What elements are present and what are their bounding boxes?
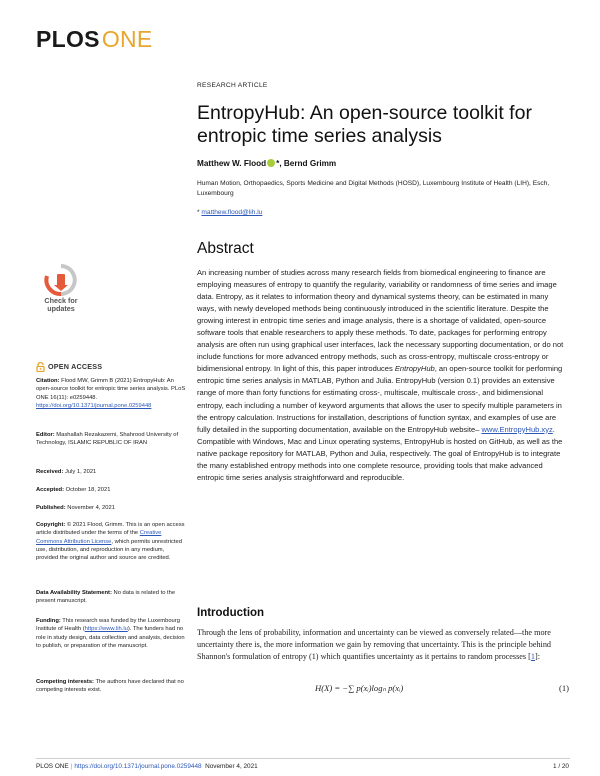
competing-interests-block: [36, 678, 186, 695]
accepted-label: Accepted:: [36, 487, 65, 493]
received-label: Received:: [36, 469, 64, 475]
open-access-badge: [36, 362, 186, 372]
citation-label: Citation:: [36, 378, 60, 384]
abstract-text-3: . Compatible with Windows, Mac and Linux operating systems, EntropyHub is hosted on GitHub, as well as the native package repository for MATLAB, Python and Julia, respectively. The goal of EntropyHub is to integrate the many established entropy methods into one complete resource, providing tools that make advanced entropic time series analysis straightforward and reproducible.: [197, 424, 563, 482]
introduction-heading: Introduction: [197, 607, 265, 619]
abstract-emphasis: EntropyHub: [394, 364, 435, 374]
corresponding-marker: *,: [276, 159, 284, 168]
article-title: EntropyHub: An open-source toolkit for entropic time series analysis: [197, 102, 532, 147]
published-label: Published:: [36, 505, 66, 511]
intro-text-1: Through the lens of probability, information and uncertainty can be viewed as conversely related—the more uncertainty there is, the more information we gain by removing that uncertainty. This is the principle behind Shannon's formulation of entropy (1) which quantifies uncertainty as it pertains to random processes [: [197, 628, 552, 662]
citation-text: Flood MW, Grimm B (2021) EntropyHub: An open-source toolkit for entropic time series analysis. PLoS ONE 16(11): e0259448.: [36, 378, 186, 401]
copyright-text-1: © 2021 Flood, Grimm. This is an open access article distributed under the terms of the: [36, 522, 185, 537]
data-availability-text: No data is related to the present manuscript.: [36, 590, 176, 605]
entropyhub-website-link[interactable]: www.EntropyHub.xyz: [481, 424, 553, 434]
received-block: [36, 468, 186, 476]
footer: PLOS ONE | https://doi.org/10.1371/journal.pone.0259448 November 4, 2021: [36, 763, 258, 770]
plos-one-logo[interactable]: [36, 26, 153, 53]
intro-text-2: ]:: [535, 652, 541, 662]
reference-link-1[interactable]: 1: [530, 652, 535, 662]
email-link[interactable]: matthew.flood@lih.lu: [201, 209, 263, 216]
abstract-text-2: , an open-source toolkit for performing entropic time series analysis in MATLAB, Python and Julia. EntropyHub (version 0.1) provides an extensive range of more than forty functions for estimating cross-, multiscale, multiscale cross-, and bidimensional entropy, each including a number of keyword arguments that allows the user to specify multiple parameters in the entropy calculation. Instructions for installation, descriptions of function syntax, and examples of use are fully detailed in the supporting documentation, available on the EntropyHub website–: [197, 364, 563, 434]
introduction-body: [197, 627, 569, 663]
data-availability-label: Data Availability Statement:: [36, 590, 112, 596]
lih-link[interactable]: https://www.lih.lu: [84, 626, 128, 633]
editor-block: [36, 431, 186, 448]
orcid-icon[interactable]: [267, 159, 275, 167]
funding-text-1: This research was funded by the Luxembourg Institute of Health (: [36, 618, 180, 633]
equation-number: (1): [558, 683, 569, 693]
funding-block: [36, 617, 186, 650]
logo-plos: PLOS: [36, 26, 100, 52]
competing-interests-text: The authors have declared that no competing interests exist.: [36, 679, 184, 694]
funding-text-2: ). The funders had no role in study design, data collection and analysis, decision to publish, or preparation of the manuscript.: [36, 626, 185, 649]
page-number: 1 / 20: [553, 763, 569, 770]
check-label-line2: updates: [47, 304, 75, 313]
cc-license-link[interactable]: Creative Commons Attribution License: [36, 530, 162, 545]
footer-doi-link[interactable]: https://doi.org/10.1371/journal.pone.0259448: [74, 763, 202, 770]
citation-doi-link[interactable]: https://doi.org/10.1371/journal.pone.0259448: [36, 402, 152, 409]
accepted-date: October 18, 2021: [64, 487, 111, 493]
author-flood[interactable]: Matthew W. Flood: [197, 159, 267, 168]
footer-journal: PLOS ONE: [36, 763, 69, 770]
published-block: [36, 504, 186, 512]
logo-one: ONE: [101, 26, 153, 52]
copyright-text-2: , which permits unrestricted use, distribution, and reproduction in any medium, provided the original author and source are credited.: [36, 538, 182, 562]
editor-text: Mashallah Rezakazemi, Shahrood University of Technology, ISLAMIC REPUBLIC OF IRAN: [36, 432, 179, 447]
open-access-label: OPEN ACCESS: [48, 361, 103, 371]
data-availability-block: [36, 589, 186, 606]
email-marker: *: [197, 209, 202, 216]
check-label-line1: Check for: [44, 296, 78, 305]
published-date: November 4, 2021: [65, 505, 115, 511]
footer-date: November 4, 2021: [205, 763, 258, 770]
abstract-body: [197, 267, 569, 484]
competing-interests-label: Competing interests:: [36, 679, 94, 685]
copyright-block: [36, 521, 186, 562]
corresponding-email: [197, 209, 569, 216]
open-lock-icon: [36, 362, 45, 372]
footer-divider: [36, 758, 570, 759]
editor-label: Editor:: [36, 432, 55, 438]
article-type: RESEARCH ARTICLE: [197, 82, 268, 89]
author-list: [197, 159, 569, 168]
funding-label: Funding:: [36, 618, 61, 624]
affiliation: Human Motion, Orthopaedics, Sports Medicine and Digital Methods (HOSD), Luxembourg Institute of Health (LIH), Esch, Luxembourg: [197, 180, 550, 197]
abstract-text-1: An increasing number of studies across many research fields from biomedical engineering to finance are employing measures of entropy to quantify the regularity, variability or randomness of time series and image data. Entropy, as it relates to information theory and dynamical systems theory, can be estimated in many ways, with newly developed methods being continuously introduced in the scientific literature. Despite the growing interest in entropic time series and image analysis, there is a shortage of validated, open-source software tools that enable researchers to apply these methods. To date, packages for performing entropy analysis are often run using graphical user interfaces, lack the necessary supporting documentation, or do not include functions for more advanced entropy methods, such as cross-entropy, multiscale cross-entropy or bidimensional entropy. In light of this, this paper introduces: [197, 268, 564, 374]
author-grimm[interactable]: Bernd Grimm: [283, 159, 337, 168]
check-for-updates-label[interactable]: [37, 297, 85, 313]
copyright-label: Copyright:: [36, 522, 66, 528]
accepted-block: [36, 486, 186, 494]
received-date: July 1, 2021: [63, 469, 97, 475]
citation-block: [36, 377, 186, 410]
equation-body: H(X) = −∑ p(xᵢ)logₙ p(xᵢ): [315, 683, 404, 693]
abstract-heading: Abstract: [197, 240, 254, 257]
